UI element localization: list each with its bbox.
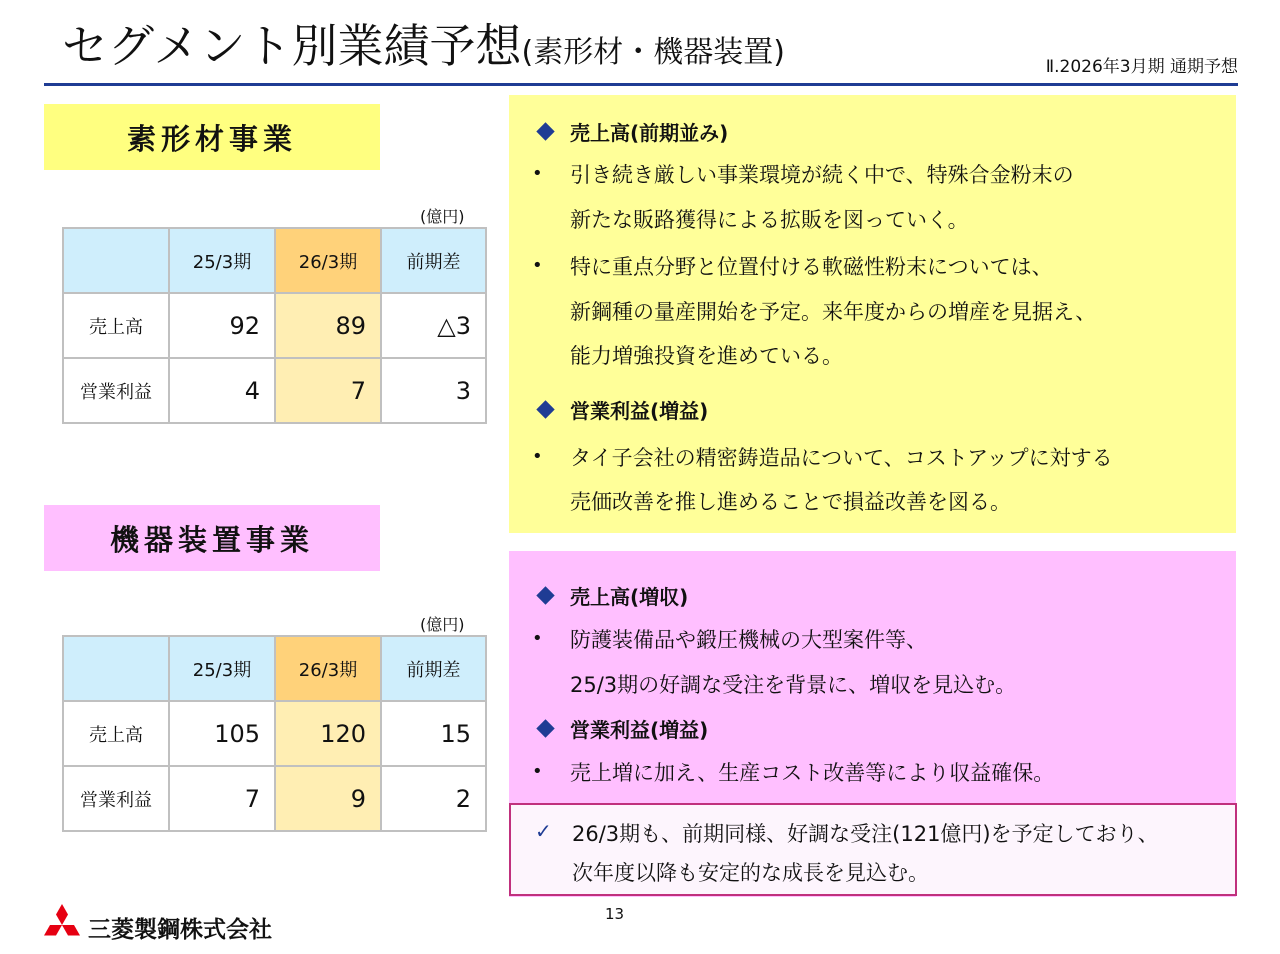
table-row (63, 358, 486, 423)
table-row (63, 701, 486, 766)
row-label: 営業利益 (63, 358, 169, 423)
page-number: 13 (605, 905, 625, 923)
table-header-row (63, 636, 486, 701)
table-header-cell (63, 228, 169, 293)
sales-heading-text: 売上高(増収) (570, 585, 689, 609)
title-divider (44, 83, 1238, 86)
dot-bullet-icon: • (532, 255, 543, 276)
sales-heading-text: 売上高(前期並み) (570, 121, 729, 145)
value-cell: 4 (169, 358, 275, 423)
table-header-cell: 前期差 (381, 228, 486, 293)
outlook-note-box (509, 803, 1237, 896)
commentary-line: 引き続き厳しい事業環境が続く中で、特殊合金粉末の (570, 163, 1074, 187)
machinery-unit-label: (億円) (420, 615, 465, 634)
commentary-line: 売価改善を推し進めることで損益改善を図る。 (570, 490, 1011, 514)
table-header-cell: 25/3期 (169, 228, 275, 293)
value-cell: 3 (381, 358, 486, 423)
profit-heading-text: 営業利益(増益) (570, 399, 709, 423)
value-cell-highlight: 7 (275, 358, 381, 423)
value-cell: 2 (381, 766, 486, 831)
section-label: Ⅱ.2026年3月期 通期予想 (1045, 57, 1238, 77)
table-header-cell-highlight: 26/3期 (275, 636, 381, 701)
title-main: セグメント別業績予想 (62, 19, 522, 73)
profit-heading-text: 営業利益(増益) (570, 718, 709, 742)
dot-bullet-icon: • (532, 446, 543, 467)
row-label: 営業利益 (63, 766, 169, 831)
value-cell-highlight: 9 (275, 766, 381, 831)
materials-commentary-panel (509, 95, 1236, 533)
commentary-line: 新たな販路獲得による拡販を図っていく。 (570, 208, 969, 232)
value-cell: △3 (381, 293, 486, 358)
value-cell: 15 (381, 701, 486, 766)
page-title (62, 18, 785, 81)
dot-bullet-icon: • (532, 163, 543, 184)
row-label: 売上高 (63, 293, 169, 358)
sales-heading (537, 581, 688, 610)
profit-heading (537, 395, 708, 424)
value-cell: 105 (169, 701, 275, 766)
commentary-line: 防護装備品や鍛圧機械の大型案件等、 (570, 628, 927, 652)
diamond-bullet-icon (536, 586, 554, 604)
profit-heading (537, 714, 708, 743)
commentary-line: 特に重点分野と位置付ける軟磁性粉末については、 (570, 255, 1053, 279)
table-row (63, 766, 486, 831)
dot-bullet-icon: • (532, 628, 543, 649)
materials-unit-label: (億円) (420, 207, 465, 226)
sales-heading (537, 117, 728, 146)
table-header-row (63, 228, 486, 293)
row-label: 売上高 (63, 701, 169, 766)
table-header-cell: 前期差 (381, 636, 486, 701)
value-cell: 92 (169, 293, 275, 358)
title-sub: (素形材・機器装置) (521, 35, 785, 70)
commentary-line: 能力増強投資を進めている。 (570, 344, 843, 368)
value-cell: 7 (169, 766, 275, 831)
machinery-performance-table (62, 635, 487, 832)
table-header-cell-highlight: 26/3期 (275, 228, 381, 293)
commentary-line: 売上増に加え、生産コスト改善等により収益確保。 (570, 761, 1055, 785)
note-line: 次年度以降も安定的な成長を見込む。 (572, 861, 929, 885)
value-cell-highlight: 89 (275, 293, 381, 358)
commentary-line: 25/3期の好調な受注を背景に、増収を見込む。 (570, 673, 1017, 697)
commentary-line: タイ子会社の精密鋳造品について、コストアップに対する (570, 446, 1113, 470)
diamond-bullet-icon (536, 719, 554, 737)
note-line: 26/3期も、前期同様、好調な受注(121億円)を予定しており、 (572, 822, 1159, 846)
table-header-cell (63, 636, 169, 701)
table-header-cell: 25/3期 (169, 636, 275, 701)
diamond-bullet-icon (536, 400, 554, 418)
table-row (63, 293, 486, 358)
materials-segment-label: 素形材事業 (44, 104, 380, 170)
machinery-segment-label: 機器装置事業 (44, 505, 380, 571)
checkmark-icon: ✓ (535, 819, 552, 843)
materials-performance-table (62, 227, 487, 424)
dot-bullet-icon: • (532, 761, 543, 782)
commentary-line: 新鋼種の量産開始を予定。来年度からの増産を見据え、 (570, 300, 1097, 324)
value-cell-highlight: 120 (275, 701, 381, 766)
three-diamonds-logo-icon (40, 903, 84, 947)
diamond-bullet-icon (536, 122, 554, 140)
company-logo-text: 三菱製鋼株式会社 (88, 917, 272, 943)
